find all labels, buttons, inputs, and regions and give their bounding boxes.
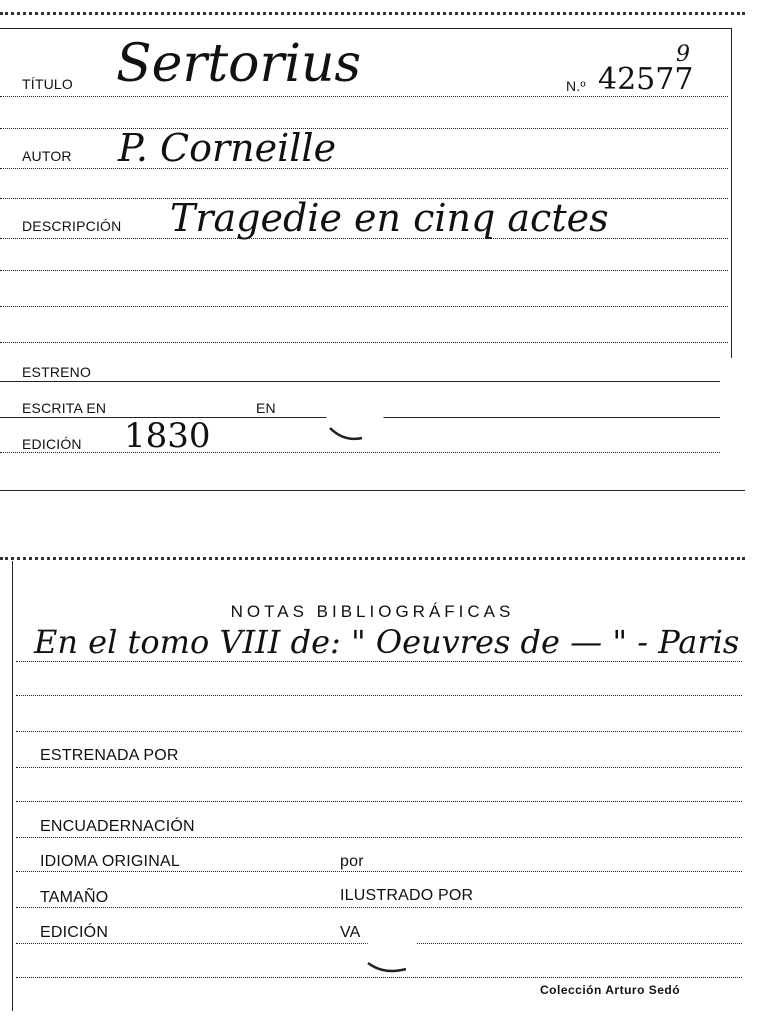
ilustrado-por-label: ILUSTRADO POR — [340, 887, 474, 904]
card-top-edge — [0, 12, 745, 15]
notas-value: En el tomo VIII de: " Oeuvres de — " - Paris — [34, 623, 740, 661]
ruled-line — [16, 837, 742, 838]
idioma-original-label: IDIOMA ORIGINAL — [40, 853, 180, 870]
edicion-label: EDICIÓN — [22, 436, 82, 452]
ruled-line — [16, 801, 742, 802]
titulo-value: Sertorius — [116, 34, 362, 94]
edicion-label: EDICIÓN — [40, 924, 109, 941]
escrita-en-label: ESCRITA EN — [22, 400, 107, 416]
estreno-label: ESTRENO — [22, 364, 92, 380]
ruled-line — [0, 270, 728, 271]
descripcion-value: Tragedie en cinq actes — [170, 196, 609, 240]
ink-stamp-mark — [322, 392, 388, 448]
ruled-line — [0, 128, 728, 129]
descripcion-line — [0, 238, 728, 239]
estrenada-por-label: ESTRENADA POR — [40, 747, 179, 764]
notas-heading: NOTAS BIBLIOGRÁFICAS — [230, 602, 515, 621]
ruled-line — [16, 695, 742, 696]
ruled-line — [0, 342, 728, 343]
titulo-line — [0, 96, 728, 97]
catalog-card-top — [0, 0, 745, 492]
numero-value: 42577 — [598, 62, 694, 97]
card-right-border — [731, 28, 732, 358]
va-label: VA — [340, 924, 361, 941]
numero-annotation: 9 — [676, 42, 690, 67]
por-label: por — [340, 853, 364, 870]
card-top-edge — [0, 557, 745, 560]
card-bottom-border — [0, 490, 745, 491]
edicion-line — [0, 452, 720, 453]
autor-value: P. Corneille — [118, 126, 337, 170]
card-top-border — [0, 28, 732, 29]
ruled-line — [0, 306, 728, 307]
ink-stamp-mark — [362, 911, 422, 981]
en-label: EN — [256, 400, 276, 416]
edicion-value: 1830 — [124, 416, 211, 456]
titulo-label: TÍTULO — [22, 76, 73, 92]
numero-label: N.º — [566, 78, 586, 94]
autor-line — [0, 168, 728, 169]
encuadernacion-label: ENCUADERNACIÓN — [40, 818, 195, 835]
catalog-card-bottom — [0, 545, 745, 1015]
ruled-line — [16, 731, 742, 732]
collection-footer: Colección Arturo Sedó — [540, 983, 681, 997]
ruled-line — [16, 907, 742, 908]
tamano-label: TAMAÑO — [40, 889, 109, 906]
estreno-line — [0, 381, 720, 382]
descripcion-label: DESCRIPCIÓN — [22, 218, 122, 234]
autor-label: AUTOR — [22, 148, 72, 164]
notas-line — [16, 661, 742, 662]
ruled-line — [16, 767, 742, 768]
ruled-line — [16, 871, 742, 872]
card-left-border — [12, 561, 13, 1011]
